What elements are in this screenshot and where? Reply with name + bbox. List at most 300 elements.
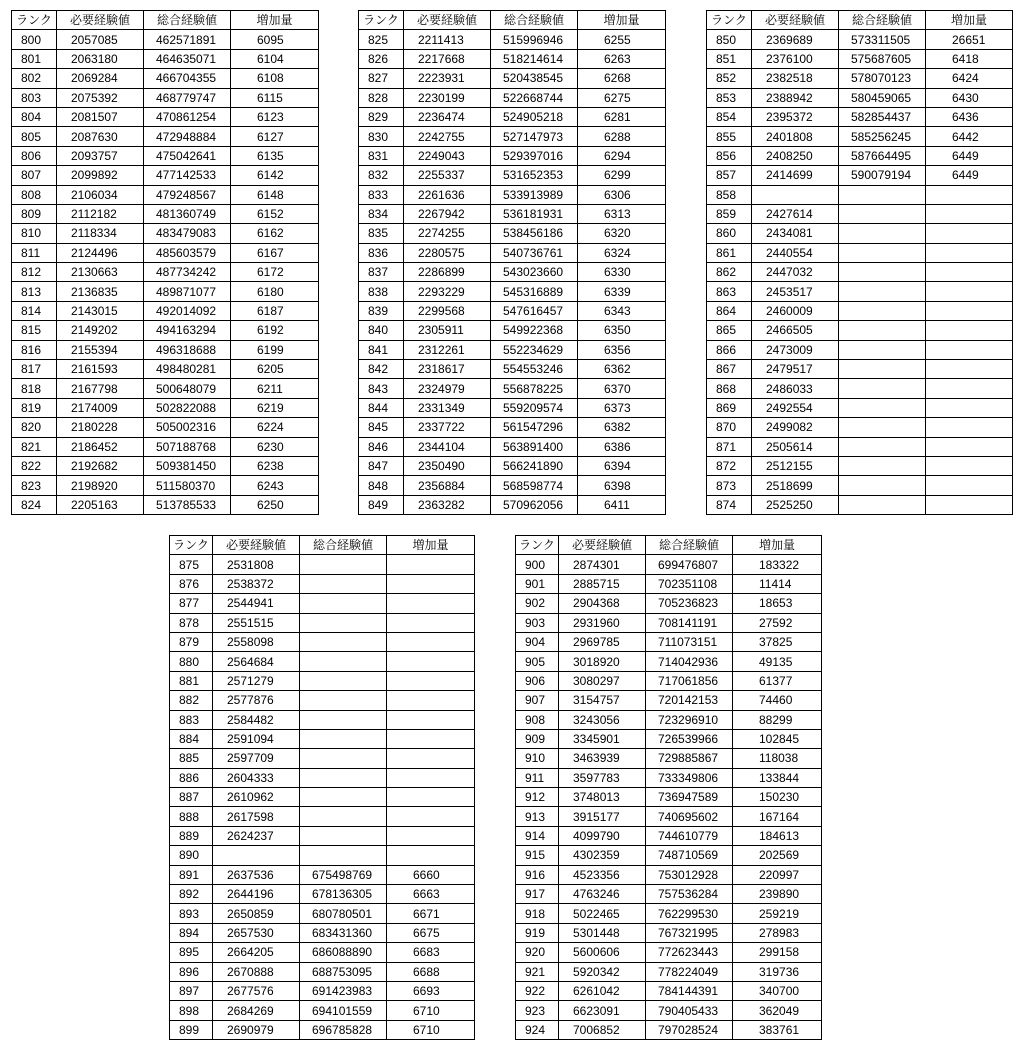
total-exp-cell [839, 476, 926, 495]
header-increase: 増加量 [387, 536, 475, 555]
rank-cell: 924 [516, 1020, 559, 1039]
required-exp-cell: 2350490 [404, 456, 491, 475]
table-row [516, 632, 822, 651]
total-exp-cell [839, 360, 926, 379]
total-exp-cell: 784144391 [646, 981, 733, 1000]
required-exp-cell: 3243056 [559, 710, 646, 729]
rank-cell: 856 [707, 146, 752, 165]
rank-cell: 837 [359, 263, 404, 282]
increase-cell: 259219 [733, 904, 822, 923]
table-row [516, 691, 822, 710]
total-exp-cell: 570962056 [491, 495, 578, 514]
table-row [516, 962, 822, 981]
required-exp-cell: 2136835 [57, 282, 144, 301]
increase-cell [926, 456, 1013, 475]
required-exp-cell: 2376100 [752, 49, 839, 68]
increase-cell: 118038 [733, 749, 822, 768]
total-exp-cell: 778224049 [646, 962, 733, 981]
rank-cell: 832 [359, 166, 404, 185]
table-row [12, 204, 319, 223]
required-exp-cell: 5301448 [559, 923, 646, 942]
rank-cell: 903 [516, 613, 559, 632]
total-exp-cell [300, 768, 387, 787]
table-row [12, 146, 319, 165]
increase-cell: 6313 [578, 204, 666, 223]
total-exp-cell [300, 710, 387, 729]
rank-cell: 822 [12, 456, 57, 475]
total-exp-cell [300, 671, 387, 690]
table-row [516, 1020, 822, 1039]
total-exp-cell: 556878225 [491, 379, 578, 398]
table-row [359, 49, 666, 68]
total-exp-cell: 580459065 [839, 88, 926, 107]
table-row [170, 943, 475, 962]
total-exp-cell: 492014092 [144, 301, 231, 320]
table-row [359, 476, 666, 495]
increase-cell: 6255 [578, 30, 666, 49]
required-exp-cell: 7006852 [559, 1020, 646, 1039]
header-rank: ランク [170, 536, 213, 555]
increase-cell [926, 340, 1013, 359]
increase-cell: 220997 [733, 865, 822, 884]
increase-cell: 183322 [733, 555, 822, 574]
table-row [170, 729, 475, 748]
increase-cell: 6370 [578, 379, 666, 398]
increase-cell [926, 321, 1013, 340]
increase-cell: 74460 [733, 691, 822, 710]
increase-cell: 6324 [578, 243, 666, 262]
increase-cell [926, 185, 1013, 204]
rank-cell: 887 [170, 788, 213, 807]
rank-cell: 800 [12, 30, 57, 49]
table-row [170, 807, 475, 826]
required-exp-cell: 2479517 [752, 360, 839, 379]
rank-cell: 861 [707, 243, 752, 262]
increase-cell [387, 594, 475, 613]
total-exp-cell: 696785828 [300, 1020, 387, 1039]
required-exp-cell: 2571279 [213, 671, 300, 690]
increase-cell: 6127 [231, 127, 319, 146]
table-row [707, 301, 1013, 320]
increase-cell [926, 301, 1013, 320]
header-total-exp: 総合経験値 [646, 536, 733, 555]
total-exp-cell: 498480281 [144, 360, 231, 379]
rank-cell: 813 [12, 282, 57, 301]
required-exp-cell: 2525250 [752, 495, 839, 514]
table-row [12, 456, 319, 475]
rank-cell: 867 [707, 360, 752, 379]
required-exp-cell: 4099790 [559, 826, 646, 845]
rank-cell: 908 [516, 710, 559, 729]
increase-cell: 319736 [733, 962, 822, 981]
table-row [516, 788, 822, 807]
total-exp-cell: 767321995 [646, 923, 733, 942]
rank-cell: 869 [707, 398, 752, 417]
increase-cell: 6224 [231, 418, 319, 437]
header-rank: ランク [516, 536, 559, 555]
increase-cell: 11414 [733, 574, 822, 593]
table-row [170, 632, 475, 651]
total-exp-cell: 511580370 [144, 476, 231, 495]
rank-cell: 852 [707, 69, 752, 88]
increase-cell: 88299 [733, 710, 822, 729]
required-exp-cell: 4763246 [559, 885, 646, 904]
table-row [359, 204, 666, 223]
increase-cell: 18653 [733, 594, 822, 613]
total-exp-cell: 772623443 [646, 943, 733, 962]
total-exp-cell: 531652353 [491, 166, 578, 185]
increase-cell: 6205 [231, 360, 319, 379]
table-row [12, 418, 319, 437]
increase-cell: 6343 [578, 301, 666, 320]
table-row [516, 613, 822, 632]
increase-cell [387, 710, 475, 729]
required-exp-cell: 2161593 [57, 360, 144, 379]
rank-cell: 907 [516, 691, 559, 710]
total-exp-cell: 545316889 [491, 282, 578, 301]
increase-cell [387, 729, 475, 748]
rank-cell: 846 [359, 437, 404, 456]
table-row [707, 360, 1013, 379]
required-exp-cell: 2167798 [57, 379, 144, 398]
rank-cell: 843 [359, 379, 404, 398]
required-exp-cell: 2874301 [559, 555, 646, 574]
rank-cell: 853 [707, 88, 752, 107]
total-exp-cell: 790405433 [646, 1001, 733, 1020]
increase-cell: 6135 [231, 146, 319, 165]
total-exp-cell: 468779747 [144, 88, 231, 107]
table-row [359, 69, 666, 88]
rank-cell: 847 [359, 456, 404, 475]
required-exp-cell: 2650859 [213, 904, 300, 923]
total-exp-cell [839, 495, 926, 514]
rank-cell: 877 [170, 594, 213, 613]
required-exp-cell: 2505614 [752, 437, 839, 456]
table-row [707, 69, 1013, 88]
increase-cell [926, 495, 1013, 514]
table-row [170, 865, 475, 884]
increase-cell: 6350 [578, 321, 666, 340]
rank-cell: 851 [707, 49, 752, 68]
total-exp-cell [300, 691, 387, 710]
required-exp-cell: 2063180 [57, 49, 144, 68]
increase-cell: 278983 [733, 923, 822, 942]
rank-cell: 913 [516, 807, 559, 826]
required-exp-cell: 2388942 [752, 88, 839, 107]
increase-cell [926, 437, 1013, 456]
required-exp-cell: 2551515 [213, 613, 300, 632]
increase-cell: 27592 [733, 613, 822, 632]
rank-cell: 899 [170, 1020, 213, 1039]
table-row [170, 962, 475, 981]
rank-cell: 816 [12, 340, 57, 359]
increase-cell: 133844 [733, 768, 822, 787]
rank-cell: 803 [12, 88, 57, 107]
rank-cell: 879 [170, 632, 213, 651]
rank-cell: 881 [170, 671, 213, 690]
rank-cell: 864 [707, 301, 752, 320]
header-increase: 増加量 [231, 11, 319, 30]
required-exp-cell: 2124496 [57, 243, 144, 262]
rank-cell: 842 [359, 360, 404, 379]
required-exp-cell: 4302359 [559, 846, 646, 865]
table-row [707, 107, 1013, 126]
total-exp-cell: 590079194 [839, 166, 926, 185]
increase-cell: 6320 [578, 224, 666, 243]
rank-cell: 923 [516, 1001, 559, 1020]
table-row [359, 340, 666, 359]
required-exp-cell: 2106034 [57, 185, 144, 204]
total-exp-cell: 720142153 [646, 691, 733, 710]
required-exp-cell: 2236474 [404, 107, 491, 126]
total-exp-cell [839, 185, 926, 204]
rank-cell: 917 [516, 885, 559, 904]
required-exp-cell: 3345901 [559, 729, 646, 748]
rank-cell: 808 [12, 185, 57, 204]
required-exp-cell: 2637536 [213, 865, 300, 884]
total-exp-cell: 688753095 [300, 962, 387, 981]
required-exp-cell: 2624237 [213, 826, 300, 845]
required-exp-cell: 2192682 [57, 456, 144, 475]
total-exp-cell: 748710569 [646, 846, 733, 865]
table-row [707, 263, 1013, 282]
increase-cell: 6362 [578, 360, 666, 379]
increase-cell: 6330 [578, 263, 666, 282]
table-row [170, 923, 475, 942]
required-exp-cell: 2143015 [57, 301, 144, 320]
total-exp-cell: 585256245 [839, 127, 926, 146]
required-exp-cell: 2395372 [752, 107, 839, 126]
total-exp-cell: 686088890 [300, 943, 387, 962]
rank-cell: 875 [170, 555, 213, 574]
increase-cell: 6162 [231, 224, 319, 243]
increase-cell: 6386 [578, 437, 666, 456]
increase-cell: 6430 [926, 88, 1013, 107]
rank-cell: 905 [516, 652, 559, 671]
increase-cell: 6710 [387, 1001, 475, 1020]
table-row [170, 749, 475, 768]
header-row [516, 536, 822, 555]
increase-cell: 6660 [387, 865, 475, 884]
increase-cell [926, 379, 1013, 398]
required-exp-cell: 2453517 [752, 282, 839, 301]
total-exp-cell: 549922368 [491, 321, 578, 340]
increase-cell: 6449 [926, 146, 1013, 165]
required-exp-cell: 2604333 [213, 768, 300, 787]
total-exp-cell [839, 398, 926, 417]
rank-cell: 821 [12, 437, 57, 456]
total-exp-cell: 744610779 [646, 826, 733, 845]
table-row [516, 768, 822, 787]
table-row [516, 729, 822, 748]
total-exp-cell: 554553246 [491, 360, 578, 379]
header-increase: 増加量 [578, 11, 666, 30]
increase-cell: 6172 [231, 263, 319, 282]
increase-cell: 6152 [231, 204, 319, 223]
table-row [359, 263, 666, 282]
total-exp-cell [839, 282, 926, 301]
table-row [12, 282, 319, 301]
required-exp-cell: 6261042 [559, 981, 646, 1000]
increase-cell: 6442 [926, 127, 1013, 146]
required-exp-cell: 3080297 [559, 671, 646, 690]
total-exp-cell: 740695602 [646, 807, 733, 826]
total-exp-cell [839, 321, 926, 340]
rank-cell: 876 [170, 574, 213, 593]
rank-cell: 889 [170, 826, 213, 845]
table-row [12, 379, 319, 398]
required-exp-cell: 2644196 [213, 885, 300, 904]
required-exp-cell: 2312261 [404, 340, 491, 359]
increase-cell: 6187 [231, 301, 319, 320]
table-row [359, 224, 666, 243]
total-exp-cell: 736947589 [646, 788, 733, 807]
exp-table-rank-900-924 [515, 535, 822, 1040]
header-total-exp: 総合経験値 [300, 536, 387, 555]
table-row [707, 243, 1013, 262]
total-exp-cell [839, 204, 926, 223]
total-exp-cell: 515996946 [491, 30, 578, 49]
required-exp-cell: 5920342 [559, 962, 646, 981]
total-exp-cell: 518214614 [491, 49, 578, 68]
total-exp-cell: 485603579 [144, 243, 231, 262]
total-exp-cell [300, 826, 387, 845]
total-exp-cell: 566241890 [491, 456, 578, 475]
table-row [12, 127, 319, 146]
table-row [707, 49, 1013, 68]
table-row [12, 69, 319, 88]
total-exp-cell: 464635071 [144, 49, 231, 68]
required-exp-cell: 2414699 [752, 166, 839, 185]
required-exp-cell: 2299568 [404, 301, 491, 320]
rank-cell: 919 [516, 923, 559, 942]
rank-cell: 922 [516, 981, 559, 1000]
rank-cell: 838 [359, 282, 404, 301]
total-exp-cell: 477142533 [144, 166, 231, 185]
total-exp-cell: 680780501 [300, 904, 387, 923]
required-exp-cell: 2069284 [57, 69, 144, 88]
increase-cell: 150230 [733, 788, 822, 807]
required-exp-cell: 2280575 [404, 243, 491, 262]
rank-cell: 920 [516, 943, 559, 962]
table-row [516, 710, 822, 729]
required-exp-cell: 2427614 [752, 204, 839, 223]
table-row [707, 30, 1013, 49]
required-exp-cell: 2261636 [404, 185, 491, 204]
total-exp-cell: 552234629 [491, 340, 578, 359]
required-exp-cell: 2657530 [213, 923, 300, 942]
total-exp-cell: 500648079 [144, 379, 231, 398]
required-exp-cell: 4523356 [559, 865, 646, 884]
table-row [170, 594, 475, 613]
rank-cell: 915 [516, 846, 559, 865]
increase-cell: 6230 [231, 437, 319, 456]
table-row [170, 671, 475, 690]
rank-cell: 829 [359, 107, 404, 126]
increase-cell [926, 476, 1013, 495]
required-exp-cell: 2904368 [559, 594, 646, 613]
header-required-exp: 必要経験値 [559, 536, 646, 555]
required-exp-cell: 2205163 [57, 495, 144, 514]
rank-cell: 845 [359, 418, 404, 437]
increase-cell: 6339 [578, 282, 666, 301]
total-exp-cell: 483479083 [144, 224, 231, 243]
required-exp-cell: 2591094 [213, 729, 300, 748]
total-exp-cell [300, 594, 387, 613]
total-exp-cell: 762299530 [646, 904, 733, 923]
increase-cell [387, 788, 475, 807]
total-exp-cell: 711073151 [646, 632, 733, 651]
increase-cell: 6436 [926, 107, 1013, 126]
increase-cell: 6663 [387, 885, 475, 904]
rank-cell: 865 [707, 321, 752, 340]
increase-cell: 6683 [387, 943, 475, 962]
rank-cell: 810 [12, 224, 57, 243]
header-rank: ランク [12, 11, 57, 30]
total-exp-cell: 479248567 [144, 185, 231, 204]
increase-cell: 6373 [578, 398, 666, 417]
rank-cell: 901 [516, 574, 559, 593]
total-exp-cell: 694101559 [300, 1001, 387, 1020]
table-row [170, 555, 475, 574]
increase-cell [387, 807, 475, 826]
required-exp-cell: 2434081 [752, 224, 839, 243]
rank-cell: 893 [170, 904, 213, 923]
table-row [12, 340, 319, 359]
increase-cell: 6418 [926, 49, 1013, 68]
table-row [707, 340, 1013, 359]
increase-cell [387, 574, 475, 593]
table-row [170, 613, 475, 632]
required-exp-cell: 2249043 [404, 146, 491, 165]
table-row [12, 398, 319, 417]
required-exp-cell: 2690979 [213, 1020, 300, 1039]
rank-cell: 898 [170, 1001, 213, 1020]
rank-cell: 863 [707, 282, 752, 301]
table-row [170, 710, 475, 729]
increase-cell [387, 652, 475, 671]
rank-cell: 884 [170, 729, 213, 748]
rank-cell: 826 [359, 49, 404, 68]
table-row [707, 495, 1013, 514]
rank-cell: 909 [516, 729, 559, 748]
increase-cell: 6299 [578, 166, 666, 185]
table-row [516, 981, 822, 1000]
total-exp-cell: 543023660 [491, 263, 578, 282]
required-exp-cell: 2969785 [559, 632, 646, 651]
table-row [12, 321, 319, 340]
total-exp-cell [839, 379, 926, 398]
required-exp-cell: 2174009 [57, 398, 144, 417]
total-exp-cell [300, 574, 387, 593]
table-row [516, 846, 822, 865]
table-row [707, 146, 1013, 165]
required-exp-cell: 2531808 [213, 555, 300, 574]
required-exp-cell: 2211413 [404, 30, 491, 49]
header-rank: ランク [359, 11, 404, 30]
table-row [170, 1020, 475, 1039]
required-exp-cell: 2584482 [213, 710, 300, 729]
increase-cell: 6294 [578, 146, 666, 165]
required-exp-cell: 3018920 [559, 652, 646, 671]
table-row [170, 788, 475, 807]
rank-cell: 880 [170, 652, 213, 671]
increase-cell: 6243 [231, 476, 319, 495]
increase-cell: 362049 [733, 1001, 822, 1020]
total-exp-cell: 522668744 [491, 88, 578, 107]
total-exp-cell: 678136305 [300, 885, 387, 904]
required-exp-cell: 2931960 [559, 613, 646, 632]
